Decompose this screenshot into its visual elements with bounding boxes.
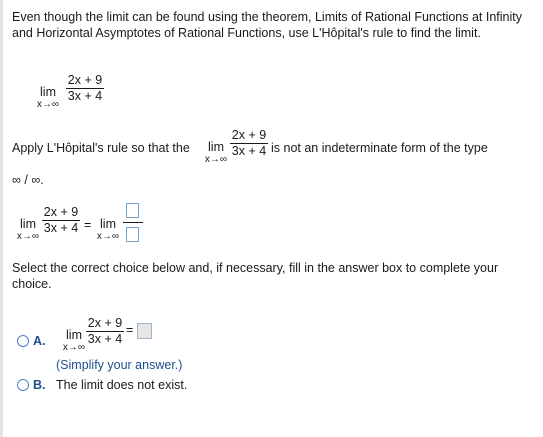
- limit-1: [30, 86, 66, 111]
- left-border: [0, 0, 3, 437]
- fraction-bar: [123, 222, 143, 223]
- lim-word: lim: [40, 85, 56, 99]
- fraction-numerator: 2x + 9: [67, 73, 103, 87]
- select-instruction: Select the correct choice below and, if necessary, fill in the answer box to complete your choice.: [12, 261, 499, 291]
- fraction-numerator: 2x + 9: [87, 316, 123, 330]
- choice-a-radio[interactable]: [17, 335, 29, 347]
- choice-b-text: The limit does not exist.: [56, 378, 188, 392]
- lim-word: lim: [66, 328, 82, 342]
- lim-word: lim: [20, 217, 36, 231]
- lim-subscript: x→∞: [36, 99, 60, 110]
- equals-sign: =: [126, 323, 134, 337]
- fraction-denominator: 3x + 4: [231, 144, 267, 158]
- fraction-denominator: 3x + 4: [87, 332, 123, 346]
- limit-4: [90, 218, 126, 243]
- question-intro: Even though the limit can be found using the theorem, Limits of Rational Functions at Infinity and Horizontal Asymptotes of Rational Functions, use L'Hôpital's rule to find the limit.: [12, 10, 523, 40]
- fraction-choice-a: [86, 317, 124, 346]
- fraction-denominator: 3x + 4: [67, 89, 103, 103]
- derivative-denominator-input[interactable]: [126, 227, 139, 242]
- apply-suffix: is not an indeterminate form of the type: [271, 141, 488, 155]
- fraction-numerator: 2x + 9: [231, 128, 267, 142]
- lim-word: lim: [208, 140, 224, 154]
- limit-2: [198, 141, 234, 166]
- lim-subscript: x→∞: [96, 231, 120, 242]
- lim-subscript: x→∞: [204, 154, 228, 165]
- choice-b-radio[interactable]: [17, 379, 29, 391]
- fraction-3: [42, 206, 80, 235]
- limit-3: [10, 218, 46, 243]
- fraction-1: [66, 74, 104, 103]
- apply-prefix: Apply L'Hôpital's rule so that the: [12, 141, 190, 155]
- lim-word: lim: [100, 217, 116, 231]
- indeterminate-form: ∞ / ∞.: [12, 173, 44, 187]
- choice-a-letter: A.: [33, 334, 46, 348]
- lim-subscript: x→∞: [62, 342, 86, 353]
- fraction-numerator: 2x + 9: [43, 205, 79, 219]
- choice-a-hint: (Simplify your answer.): [56, 358, 183, 372]
- lim-subscript: x→∞: [16, 231, 40, 242]
- derivative-numerator-input[interactable]: [126, 203, 139, 218]
- equals-sign: =: [84, 218, 92, 232]
- fraction-2: [230, 129, 268, 158]
- final-answer-input[interactable]: [137, 323, 152, 339]
- choice-b-letter: B.: [33, 378, 46, 392]
- fraction-denominator: 3x + 4: [43, 221, 79, 235]
